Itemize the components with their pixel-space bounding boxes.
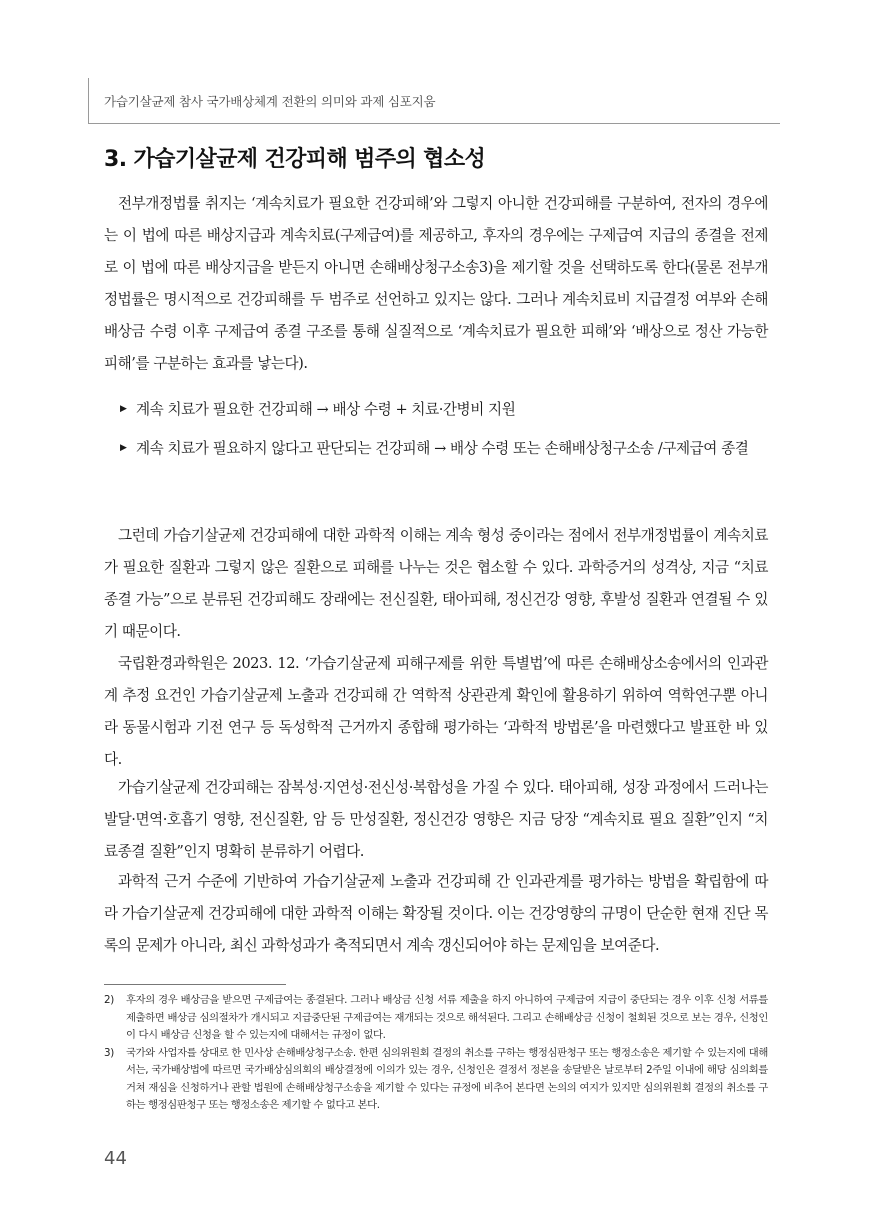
footnote-number: 3) [104, 1046, 114, 1059]
running-head: 가습기살균제 참사 국가배상체계 전환의 의미와 과제 심포지움 [104, 94, 436, 109]
page-number: 44 [104, 1148, 127, 1169]
footnote-3 [104, 1045, 768, 1115]
paragraph-1: 전부개정법률 취지는 ‘계속치료가 필요한 건강피해’와 그렇지 아니한 건강피해를 구분하여, 전자의 경우에는 이 법에 따른 배상지급과 계속치료(구제급여)를 제공하고, 후자의 경우에는 구제급여 지급의 종결을 전제로 이 법에 따른 배상지급을 받든지 아니면 손해배상청구소송3)을 제기할 것을 선택하도록 한다(물론 전부개정법률은 명시적으로 건강피해를 두 범주로 선언하고 있지는 않다. 그러나 계속치료비 지급결정 여부와 손해배상금 수령 이후 구제급여 종결 구조를 통해 실질적으로 ‘계속치료가 필요한 피해’와 ‘배상으로 정산 가능한 피해’를 구분하는 효과를 낳는다). [104, 195, 768, 372]
footnote-2 [104, 992, 768, 1045]
bullet-list [118, 394, 768, 472]
footnote-text: 국가와 사업자를 상대로 한 민사상 손해배상청구소송. 한편 심의위원회 결정의 취소를 구하는 행정심판청구 또는 행정소송은 제기할 수 있는지에 대해서는, 국가배상법에 따르면 국가배상심의회의 배상결정에 이의가 있는 경우, 신청인은 결정서 정본을 송달받은 날로부터 2주일 이내에 해당 심의회를 거쳐 재심을 신청하거나 관할 법원에 손해배상청구소송을 제기할 수 있다는 규정에 비추어 본다면 논의의 여지가 있지만 심의위원회 결정의 취소를 구하는 행정심판청구 또는 행정소송은 제기할 수 없다고 본다. [126, 1046, 768, 1111]
header-horizontal-rule [88, 123, 780, 124]
paragraph-5: 과학적 근거 수준에 기반하여 가습기살균제 노출과 건강피해 간 인과관계를 평가하는 방법을 확립함에 따라 가습기살균제 건강피해에 대한 과학적 이해는 확장될 것이다. 이는 건강영향의 규명이 단순한 현재 진단 목록의 문제가 아니라, 최신 과학성과가 축적되면서 계속 갱신되어야 하는 문제임을 보여준다. [104, 873, 768, 954]
triangle-right-icon: ▶ [120, 404, 127, 414]
paragraph-4: 가습기살균제 건강피해는 잠복성·지연성·전신성·복합성을 가질 수 있다. 태아피해, 성장 과정에서 드러나는 발달·면역·호흡기 영향, 전신질환, 암 등 만성질환, 정신건강 영향은 지금 당장 “계속치료 필요 질환”인지 “치료종결 질환”인지 명확히 분류하기 어렵다. [104, 779, 768, 860]
paragraph-3: 국립환경과학원은 2023. 12. ‘가습기살균제 피해구제를 위한 특별법’에 따른 손해배상소송에서의 인과관계 추정 요건인 가습기살균제 노출과 건강피해 간 역학적 상관관계 확인에 활용하기 위하여 역학연구뿐 아니라 동물시험과 기전 연구 등 독성학적 근거까지 종합해 평가하는 ‘과학적 방법론’을 마련했다고 발표한 바 있다. [104, 655, 768, 768]
bullet-item [118, 394, 768, 425]
footnote-text: 후자의 경우 배상금을 받으면 구제급여는 종결된다. 그러나 배상금 신청 서류 제출을 하지 아니하여 구제급여 지급이 중단되는 경우 이후 신청 서류를 제출하면 배상금 심의절차가 개시되고 지급중단된 구제급여는 재개되는 것으로 해석된다. 그리고 손해배상금 신청이 철회된 것으로 보는 경우, 신청인이 다시 배상금 신청을 할 수 있는지에 대해서는 규정이 없다. [126, 994, 768, 1041]
section-title: 3. 가습기살균제 건강피해 범주의 협소성 [104, 147, 486, 172]
bullet-text: 계속 치료가 필요한 건강피해 → 배상 수령 + 치료·간병비 지원 [136, 401, 516, 418]
footnotes [104, 992, 768, 1115]
bullet-item [118, 433, 768, 464]
paragraph-2: 그런데 가습기살균제 건강피해에 대한 과학적 이해는 계속 형성 중이라는 점에서 전부개정법률이 계속치료가 필요한 질환과 그렇지 않은 질환으로 피해를 나누는 것은 협소할 수 있다. 과학증거의 성격상, 지금 “치료종결 가능”으로 분류된 건강피해도 장래에는 전신질환, 태아피해, 정신건강 영향, 후발성 질환과 연결될 수 있기 때문이다. [104, 527, 768, 640]
bullet-text: 계속 치료가 필요하지 않다고 판단되는 건강피해 → 배상 수령 또는 손해배상청구소송 /구제급여 종결 [136, 440, 749, 457]
triangle-right-icon: ▶ [120, 443, 127, 453]
footnote-rule [104, 984, 286, 985]
footnote-number: 2) [104, 994, 114, 1006]
header-vertical-rule [88, 78, 89, 124]
